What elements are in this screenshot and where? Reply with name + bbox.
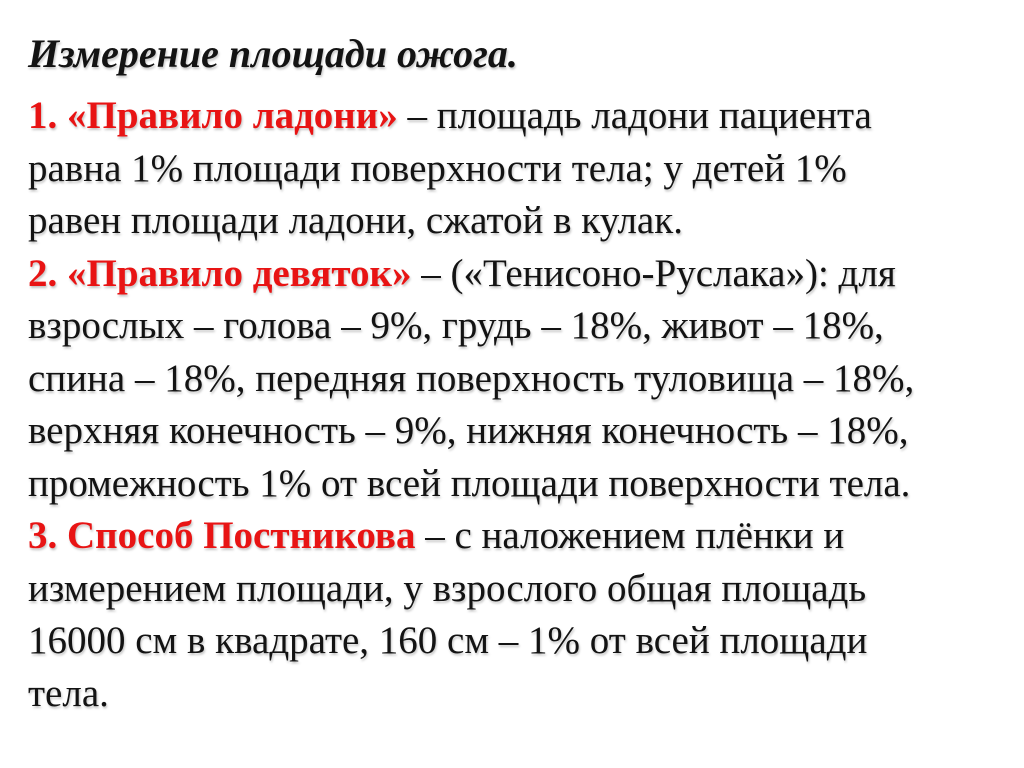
paragraph-postnikov-method bbox=[28, 510, 996, 720]
paragraph-2-line-5: промежность 1% от всей площади поверхности тела. bbox=[28, 461, 911, 505]
paragraph-2-line-3: спина – 18%, передняя поверхность туловища – 18%, bbox=[28, 356, 915, 400]
paragraph-rule-of-nines bbox=[28, 248, 996, 511]
text-line bbox=[28, 248, 996, 301]
text-line bbox=[28, 510, 996, 563]
paragraph-2-line-1: – («Тенисоно-Руслака»): для bbox=[411, 251, 896, 295]
paragraph-1-line-3: равен площади ладони, сжатой в кулак. bbox=[28, 199, 683, 242]
paragraph-1-line-2: равна 1% площади поверхности тела; у детей 1% bbox=[28, 146, 847, 190]
paragraph-3-line-2: измерением площади, у взрослого общая площадь bbox=[28, 566, 867, 610]
paragraph-rule-of-palm bbox=[28, 90, 996, 248]
paragraph-3-lead: 3. Способ Постникова bbox=[28, 514, 416, 557]
paragraph-3-line-1: – с наложением плёнки и bbox=[415, 514, 845, 557]
paragraph-1-line-1: – площадь ладони пациента bbox=[397, 94, 872, 137]
paragraph-2-lead: 2. «Правило девяток» bbox=[28, 251, 412, 295]
paragraph-3-line-3: 16000 см в квадрате, 160 см – 1% от всей площади bbox=[28, 619, 868, 662]
paragraph-1-lead: 1. «Правило ладони» bbox=[28, 94, 398, 137]
text-line bbox=[28, 90, 996, 143]
paragraph-2-line-4: верхняя конечность – 9%, нижняя конечность – 18%, bbox=[28, 409, 909, 452]
paragraph-2-line-2: взрослых – голова – 9%, грудь – 18%, живот – 18%, bbox=[28, 304, 884, 347]
paragraph-3-line-4: тела. bbox=[28, 671, 109, 715]
slide-title: Измерение площади ожога. bbox=[28, 31, 518, 76]
